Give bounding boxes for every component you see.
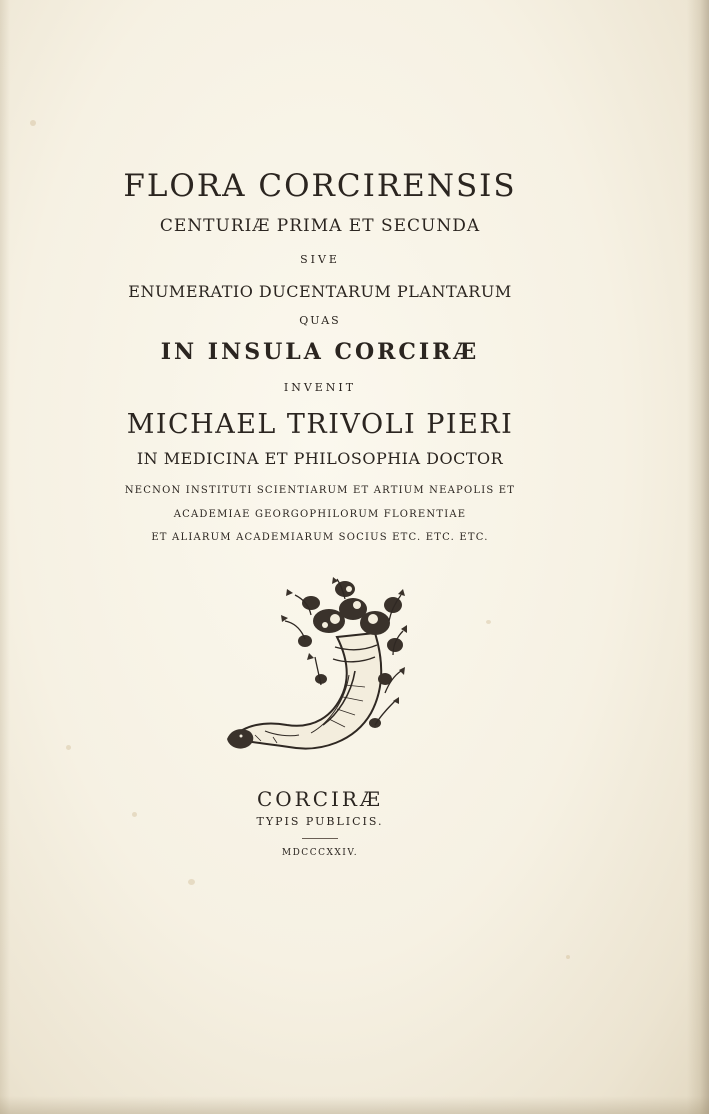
book-title: FLORA CORCIRENSIS — [123, 168, 517, 204]
foxing-spot — [66, 745, 71, 750]
foxing-spot — [188, 879, 195, 885]
author-affiliation: NECNON INSTITUTI SCIENTIARUM ET ARTIUM NEAPOLIS ET — [124, 485, 516, 496]
author-degree: IN MEDICINA ET PHILOSOPHIA DOCTOR — [136, 449, 504, 468]
author-affiliation: ACADEMIAE GEORGOPHILORUM FLORENTIAE — [173, 509, 467, 520]
title-location: IN INSULA CORCIRÆ — [160, 339, 480, 365]
title-relative: QUAS — [299, 314, 341, 327]
imprint-printer: TYPIS PUBLICIS. — [256, 815, 384, 828]
author-affiliation: ET ALIARUM ACADEMIARUM SOCIUS ETC. ETC. ETC. — [151, 532, 489, 543]
cornucopia-icon — [225, 575, 410, 755]
imprint-city: CORCIRÆ — [256, 787, 384, 811]
foxing-spot — [30, 120, 36, 126]
title-connector: SIVE — [300, 253, 340, 266]
paper-edge-right — [687, 0, 709, 1114]
book-subtitle: CENTURIÆ PRIMA ET SECUNDA — [159, 216, 481, 236]
title-verb: INVENIT — [283, 381, 357, 394]
foxing-spot — [566, 955, 570, 959]
foxing-spot — [486, 620, 491, 624]
imprint-year: MDCCCXXIV. — [281, 848, 359, 858]
paper-edge-bottom — [0, 1096, 709, 1114]
author-name: MICHAEL TRIVOLI PIERI — [126, 409, 514, 440]
title-description: ENUMERATIO DUCENTARUM PLANTARUM — [128, 282, 512, 301]
divider — [302, 838, 338, 839]
